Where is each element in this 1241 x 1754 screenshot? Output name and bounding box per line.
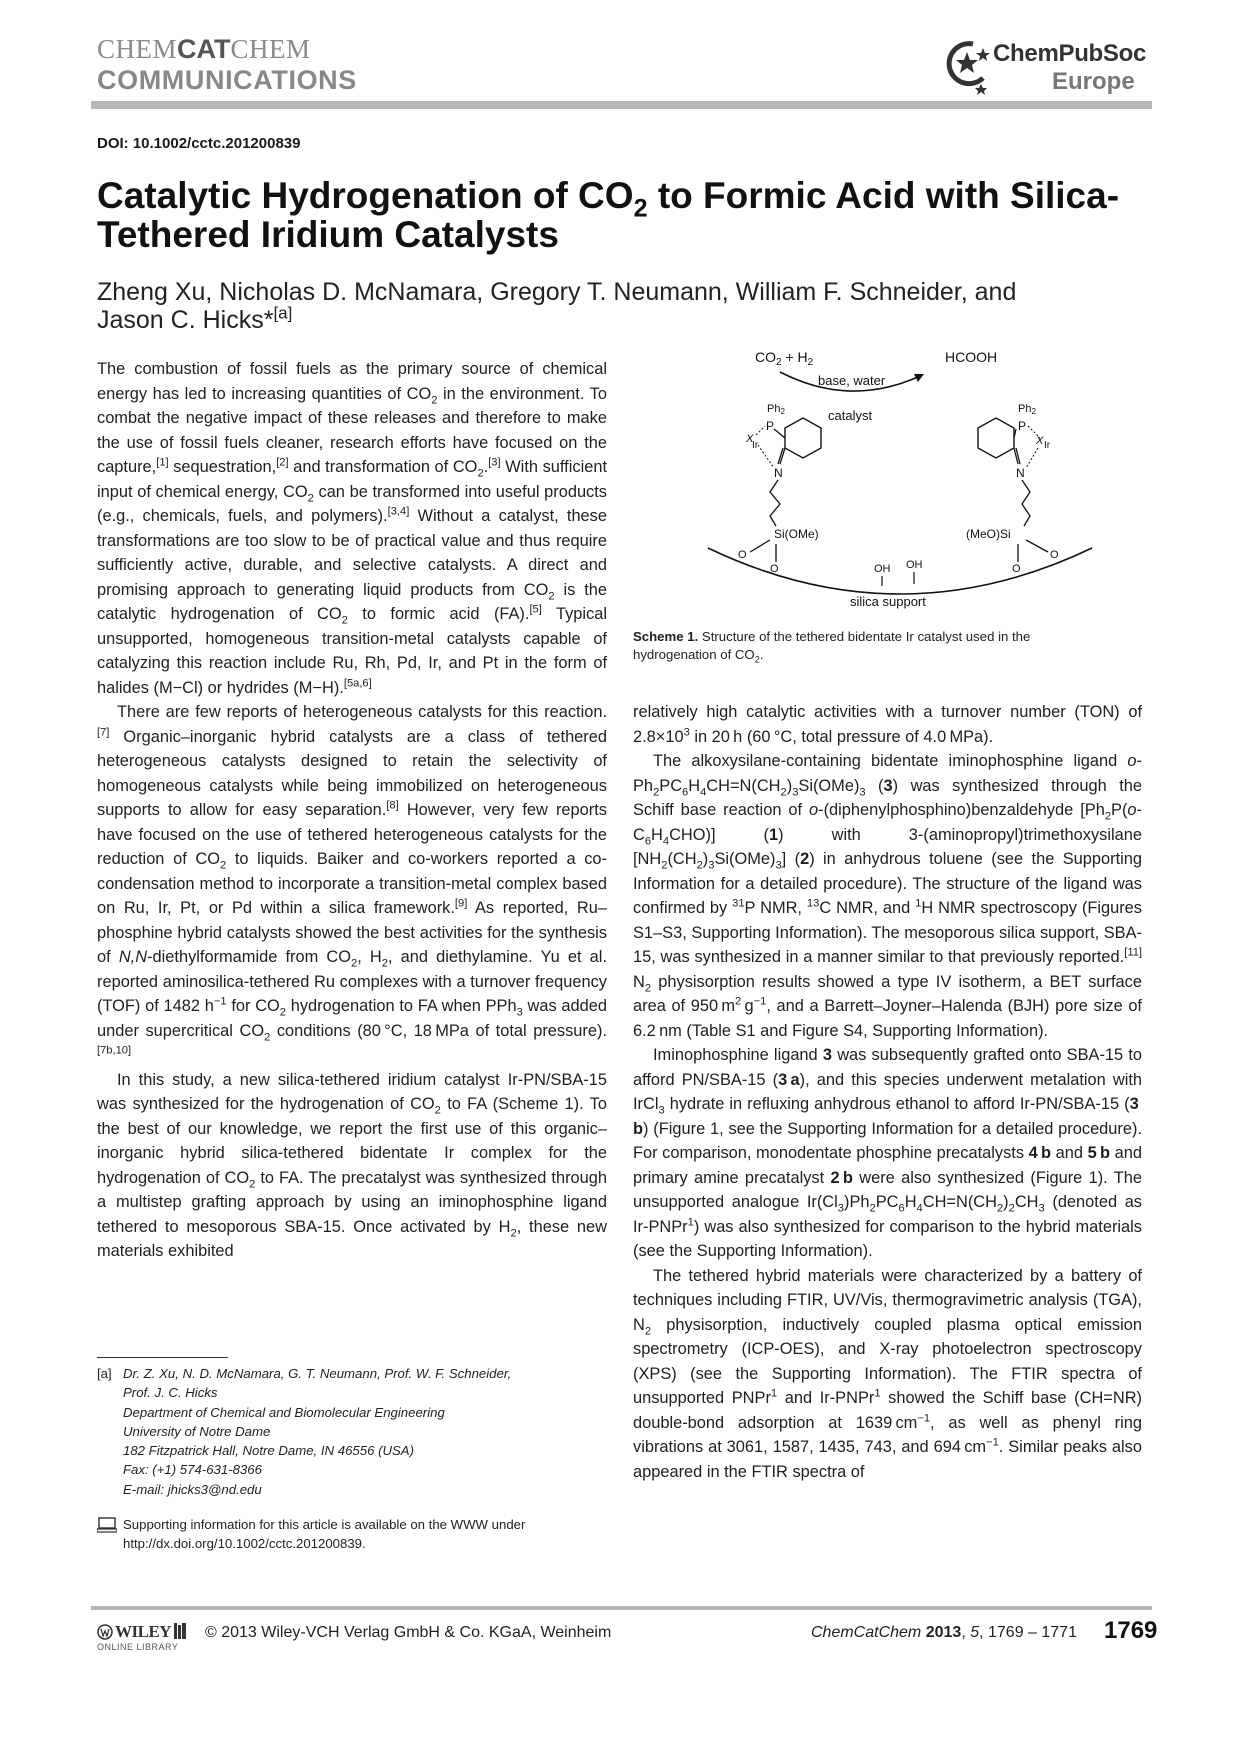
paragraph: Iminophosphine ligand 3 was subsequently grafted onto SBA-15 to afford PN/SBA-15 (3 a), and this species underwent metalation with IrCl$_3$ hydrate in refluxing anhydrous ethanol to afford Ir-PN/SBA-15 (3 b) (Figure 1, see the Supporting Information for a detailed procedure). For comparison, monodentate phosphine precatalysts 4 b and 5 b and primary amine precatalyst 2 b were also synthesized (Figure 1). The unsupported analogue $Ir(Cl_3)Ph_2PC_6H_4CH=N(CH_2)_2CH_3$ (denoted as Ir-PNPr$^1$) was also synthesized for comparison to the hybrid materials (see the Supporting Information).	[633, 1046, 1143, 1260]
hydroxyl-2: OH	[906, 559, 923, 571]
doi: DOI: 10.1002/cctc.201200839	[97, 135, 301, 152]
svg-text:X: X	[746, 433, 754, 445]
footer-rule	[91, 1606, 1152, 1610]
section-name: COMMUNICATIONS	[97, 65, 357, 95]
scheme-1-structure	[700, 340, 1100, 612]
footnote-line: University of Notre Dame	[123, 1423, 271, 1439]
copyright: © 2013 Wiley-VCH Verlag GmbH & Co. KGaA, Weinheim	[205, 1624, 612, 1641]
publisher-name: ChemPubSoc	[993, 40, 1147, 67]
header-rule	[91, 101, 1152, 109]
svg-text:X: X	[1036, 435, 1044, 447]
footnote-line: Fax: (+1) 574-631-8366	[123, 1462, 262, 1478]
paragraph: relatively high catalytic activities with a turnover number (TON) of $2.8\times 10^3$ in 20 h (60 °C, total pressure of 4.0 MPa).	[633, 703, 1142, 746]
publisher-region: Europe	[1052, 68, 1135, 95]
book-stack-icon	[173, 1622, 187, 1640]
paragraph: The tethered hybrid materials were characterized by a battery of techniques including FTIR, UV/Vis, thermogravimetric analysis (TGA), $N_2$ physisorption, inductively coupled plasma optical emission spectrometry (ICP-OES), and X-ray photoelectron spectroscopy (XPS) (see the Supporting Information). The FTIR spectra of unsupported PNPr$^1$ and Ir-PNPr$^1$ showed the Schiff base (CH=NR) double-bond adsorption at 1639 $cm^{-1}$, as well as phenyl ring vibrations at 3061, 1587, 1435, 743, and 694 $cm^{-1}$. Similar peaks also appeared in the FTIR spectra of	[633, 1266, 1142, 1481]
svg-text:Ir: Ir	[1044, 440, 1051, 451]
silica-support-label: silica support	[850, 594, 926, 609]
left-complex	[738, 403, 821, 575]
svg-text:Si(OMe): Si(OMe)	[774, 527, 819, 541]
footnote-line: Department of Chemical and Biomolecular Engineering	[123, 1404, 445, 1420]
paragraph: The alkoxysilane-containing bidentate iminophosphine ligand $o-Ph_2PC_6H_4CH=N(CH_2)_3Si(OMe)_3$ (3) was synthesized through the Schiff base reaction of o-(diphenylphosphino)benzaldehyde $[Ph_2P(o-C_6H_4CHO)]$ (1) with 3-(aminopropyl)trimethoxysilane $[NH_2(CH_2)_3Si(OMe)_3]$ (2) in anhydrous toluene (see the Supporting Information for a detailed procedure). The structure of the ligand was confirmed by $^{31}$P NMR, $^{13}$C NMR, and $^1$H NMR spectroscopy (Figures S1–S3, Supporting Information). The mesoporous silica support, SBA-15, was synthesized in a manner similar to that previously reported.[11] $N_2$ physisorption results showed a type IV isotherm, a BET surface area of 950 $m^2$ $g^{-1}$, and a Barrett–Joyner–Halenda (BJH) pore size of 6.2 nm (Table S1 and Figure S4, Supporting Information).	[633, 752, 1143, 1040]
supporting-info-text[interactable]: Supporting information for this article is available on the WWW under http://dx.doi.org/10.1002/cctc.201200839.	[123, 1517, 526, 1552]
footnote-label: [a]	[97, 1366, 112, 1381]
svg-text:O: O	[1050, 549, 1059, 561]
wiley-subtitle: ONLINE LIBRARY	[97, 1642, 179, 1652]
author-list: Zheng Xu, Nicholas D. McNamara, Gregory T. Neumann, William F. Schneider, and Jason C. Hicks*[a]	[97, 278, 1017, 334]
wiley-wordmark: WILEY	[115, 1622, 172, 1641]
svg-text:O: O	[738, 549, 747, 561]
page-number: 1769	[1104, 1617, 1158, 1644]
journal-name: CHEMCATCHEM	[97, 34, 311, 64]
footnote-line: Prof. J. C. Hicks	[123, 1385, 218, 1401]
footnote-rule	[97, 1357, 228, 1358]
scheme-product: HCOOH	[945, 349, 998, 365]
body-column-left	[97, 357, 607, 1264]
svg-text:N: N	[1016, 466, 1025, 480]
body-column-right	[633, 700, 1142, 1484]
scheme-catalyst-label: catalyst	[828, 408, 873, 423]
scheme-caption: Scheme 1. Structure of the tethered bidentate Ir catalyst used in the hydrogenation of $CO_2$.	[633, 629, 1031, 665]
footnote-line: 182 Fitzpatrick Hall, Notre Dame, IN 46556 (USA)	[123, 1443, 414, 1459]
svg-text:Ph2: Ph2	[1018, 403, 1036, 416]
computer-icon	[97, 1517, 117, 1533]
journal-citation: ChemCatChem 2013, 5, 1769 – 1771	[811, 1624, 1077, 1641]
chempubsoc-logo	[943, 38, 1148, 98]
star-emblem-icon	[943, 38, 991, 98]
svg-text:O: O	[1012, 563, 1021, 575]
svg-text:Ph2: Ph2	[767, 403, 785, 416]
hydroxyl-1: OH	[874, 563, 891, 575]
svg-text:P: P	[1018, 419, 1027, 433]
scheme-conditions: base, water	[818, 373, 886, 388]
footnote-email: E-mail: jhicks3@nd.edu	[123, 1481, 262, 1497]
svg-text:Ir: Ir	[752, 440, 759, 451]
svg-text:O: O	[770, 563, 779, 575]
footnote-line: Dr. Z. Xu, N. D. McNamara, G. T. Neumann, Prof. W. F. Schneider,	[123, 1366, 512, 1381]
svg-text:N: N	[774, 466, 783, 480]
article-title: Catalytic Hydrogenation of $CO_2$ to Formic Acid with Silica-Tethered Iridium Catalysts	[97, 175, 1120, 255]
right-complex	[966, 403, 1059, 575]
svg-text:P: P	[766, 419, 775, 433]
scheme-reactants: $CO_2 + H_2$	[755, 349, 814, 368]
silica-support-surface	[708, 548, 1092, 594]
paragraph: There are few reports of heterogeneous catalysts for this reaction.[7] Organic–inorganic hybrid catalysts are a class of tethered heterogeneous catalysts designed to retain the selectivity of homogeneous catalysts while being immobilized on heterogeneous supports to allow for easy separation.[8] However, very few reports have focused on the use of tethered heterogeneous catalysts for the reduction of $CO_2$ to liquids. Baiker and co-workers reported a co-condensation method to incorporate a transition-metal complex based on Ru, Ir, Pt, or Pd within a silica framework.[9] As reported, Ru–phosphine hybrid catalysts showed the best activities for the synthesis of N,N-diethylformamide from $CO_2$, $H_2$, and diethylamine. Yu et al. reported aminosilica-tethered Ru complexes with a turnover frequency (TOF) of 1482 $h^{-1}$ for $CO_2$ hydrogenation to FA when PPh$_3$ was added under supercritical $CO_2$ conditions (80 °C, 18 MPa of total pressure).[7b,10]	[97, 703, 607, 1057]
wiley-emblem-icon	[97, 1623, 113, 1641]
paragraph: The combustion of fossil fuels as the primary source of chemical energy has led to increasing quantities of $CO_2$ in the environment. To combat the negative impact of these releases and therefore to make the use of fossil fuels cleaner, research efforts have focused on the capture,[1] sequestration,[2] and transformation of $CO_2.[3]$ With sufficient input of chemical energy, $CO_2$ can be transformed into useful products (e.g., chemicals, fuels, and polymers).[3,4] Without a catalyst, these transformations are too slow to be of practical value and thus require sufficiently active, durable, and selective catalysts. A direct and promising approach to generating liquid products from $CO_2$ is the catalytic hydrogenation of $CO_2$ to formic acid (FA).[5] Typical unsupported, homogeneous transition-metal catalysts capable of catalyzing this reaction include Ru, Rh, Pd, Ir, and Pt in the form of halides (M−Cl) or hydrides (M−H).[5a,6]	[97, 360, 608, 697]
paragraph: In this study, a new silica-tethered iridium catalyst Ir-PN/SBA-15 was synthesized for the hydrogenation of $CO_2$ to FA (Scheme 1). To the best of our knowledge, we report the first use of this organic–inorganic hybrid silica-tethered bidentate Ir complex for the hydrogenation of $CO_2$ to FA. The precatalyst was synthesized through a multistep grafting approach by using an iminophosphine ligand tethered to mesoporous SBA-15. Once activated by $H_2$, these new materials exhibited	[97, 1070, 607, 1260]
svg-text:(MeO)Si: (MeO)Si	[966, 527, 1011, 541]
